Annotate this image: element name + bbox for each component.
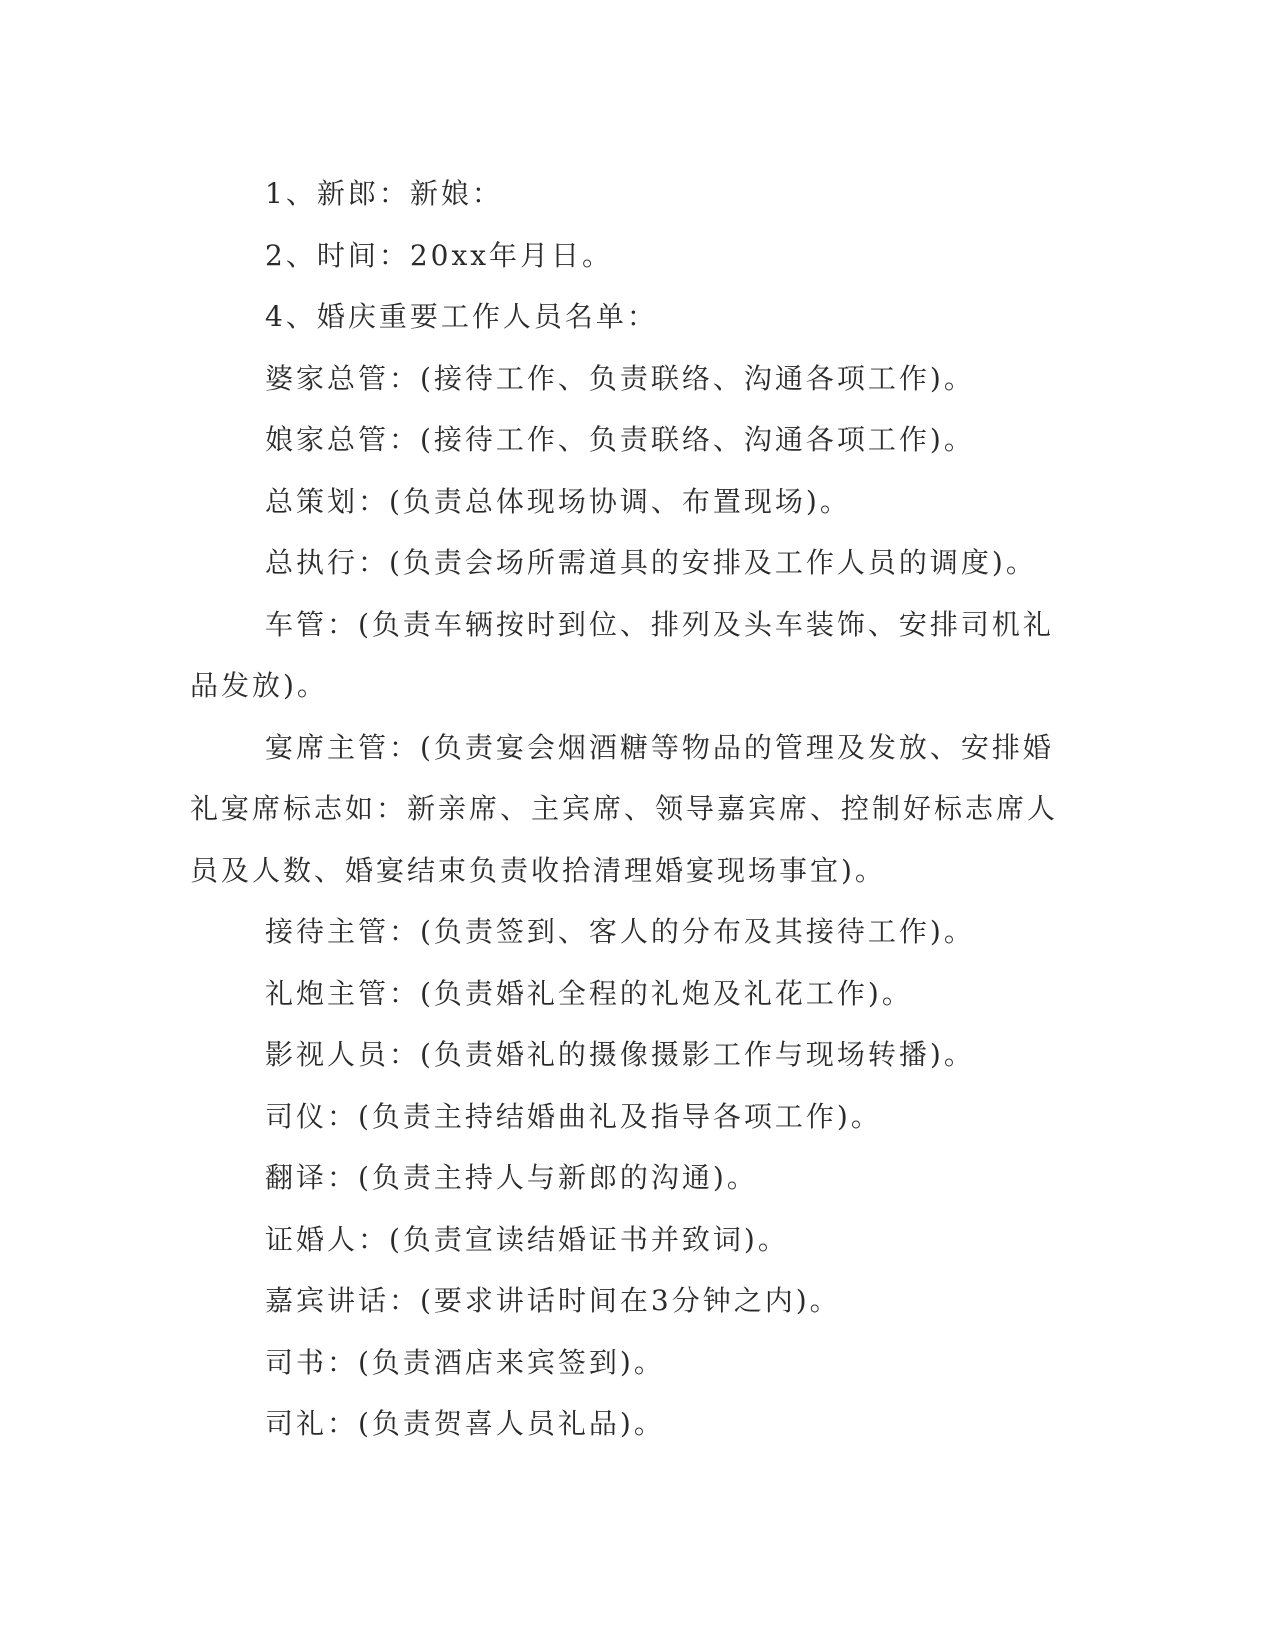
paragraph-staff-list-heading: 4、婚庆重要工作人员名单： [265, 300, 658, 333]
paragraph-banquet-manager: 宴席主管：(负责宴会烟酒糖等物品的管理及发放、安排婚礼宴席标志如：新亲席、主宾席、领导嘉宾席、控制好标志席人员及人数、婚宴结束负责收拾清理婚宴现场事宜)。 [190, 730, 1059, 887]
paragraph-time: 2、时间：20xx年月日。 [265, 238, 614, 272]
paragraph-bride-family-manager: 娘家总管：(接待工作、负责联络、沟通各项工作)。 [265, 423, 975, 456]
paragraph-groom-bride: 1、新郎：新娘： [265, 177, 503, 210]
paragraph-vehicle-manager: 车管：(负责车辆按时到位、排列及头车装饰、安排司机礼品发放)。 [190, 607, 1054, 702]
paragraph-registrar: 司书：(负责酒店来宾签到)。 [265, 1345, 665, 1379]
paragraph-witness: 证婚人：(负责宣读结婚证书并致词)。 [265, 1222, 789, 1256]
paragraph-groom-family-manager: 婆家总管：(接待工作、负责联络、沟通各项工作)。 [265, 361, 975, 395]
paragraph-video-staff: 影视人员：(负责婚礼的摄像摄影工作与现场转播)。 [265, 1038, 975, 1071]
paragraph-mc: 司仪：(负责主持结婚曲礼及指导各项工作)。 [265, 1099, 882, 1133]
paragraph-chief-executive: 总执行：(负责会场所需道具的安排及工作人员的调度)。 [265, 546, 1037, 579]
paragraph-fireworks-manager: 礼炮主管：(负责婚礼全程的礼炮及礼花工作)。 [265, 976, 913, 1010]
paragraph-guest-speech: 嘉宾讲话：(要求讲话时间在3分钟之内)。 [265, 1284, 841, 1317]
paragraph-reception-manager: 接待主管：(负责签到、客人的分布及其接待工作)。 [265, 915, 975, 948]
document-body [190, 163, 1060, 1455]
paragraph-translator: 翻译：(负责主持人与新郎的沟通)。 [265, 1161, 758, 1194]
paragraph-chief-planner: 总策划：(负责总体现场协调、布置现场)。 [265, 484, 851, 518]
paragraph-gift-keeper: 司礼：(负责贺喜人员礼品)。 [265, 1407, 665, 1440]
